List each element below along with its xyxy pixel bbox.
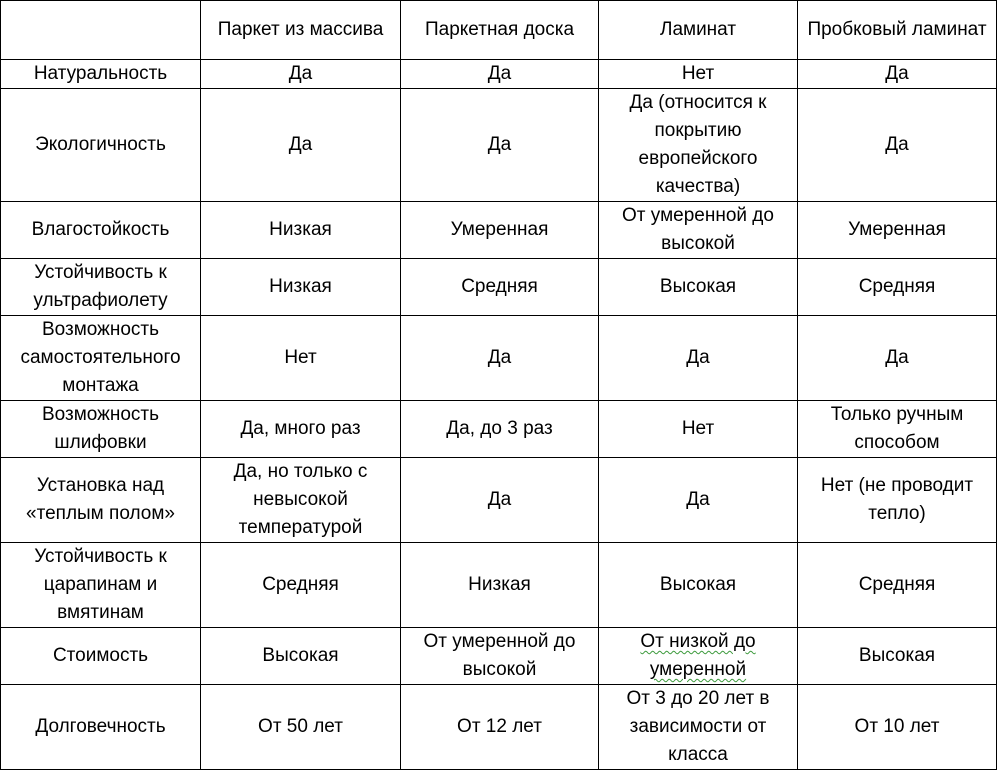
table-row bbox=[1, 543, 997, 628]
table-cell: Умеренная bbox=[401, 202, 599, 259]
table-cell: Да, но только с невысокой температурой bbox=[201, 458, 401, 543]
table-row bbox=[1, 316, 997, 401]
row-label: Установка над «теплым полом» bbox=[1, 458, 201, 543]
table-cell: Средняя bbox=[401, 259, 599, 316]
row-label: Устойчивость к царапинам и вмятинам bbox=[1, 543, 201, 628]
table-row bbox=[1, 89, 997, 202]
table-row bbox=[1, 259, 997, 316]
row-label: Стоимость bbox=[1, 628, 201, 685]
table-cell bbox=[599, 628, 798, 685]
table-cell: Да bbox=[401, 89, 599, 202]
table-row bbox=[1, 685, 997, 770]
table-row bbox=[1, 628, 997, 685]
header-cell-parquet-board: Паркетная доска bbox=[401, 1, 599, 60]
table-cell: Да bbox=[401, 60, 599, 89]
table-cell: Да bbox=[798, 60, 997, 89]
table-cell: Да bbox=[599, 316, 798, 401]
table-cell: Да bbox=[401, 458, 599, 543]
table-cell: Средняя bbox=[201, 543, 401, 628]
spellcheck-underlined-text: От низкой до умеренной bbox=[640, 631, 756, 680]
table-cell: Умеренная bbox=[798, 202, 997, 259]
row-label: Натуральность bbox=[1, 60, 201, 89]
table-cell: Да bbox=[798, 89, 997, 202]
table-cell: Только ручным способом bbox=[798, 401, 997, 458]
header-row bbox=[1, 1, 997, 60]
row-label: Возможность самостоятельного монтажа bbox=[1, 316, 201, 401]
table-cell: Средняя bbox=[798, 259, 997, 316]
row-label: Устойчивость к ультрафиолету bbox=[1, 259, 201, 316]
table-cell: От умеренной до высокой bbox=[401, 628, 599, 685]
table-cell: Высокая bbox=[599, 259, 798, 316]
table-cell: От 10 лет bbox=[798, 685, 997, 770]
table-cell: Да (относится к покрытию европейского качества) bbox=[599, 89, 798, 202]
table-cell: От 3 до 20 лет в зависимости от класса bbox=[599, 685, 798, 770]
table-cell: Да bbox=[201, 60, 401, 89]
table-cell: Нет (не проводит тепло) bbox=[798, 458, 997, 543]
table-row bbox=[1, 458, 997, 543]
table-cell: Нет bbox=[599, 401, 798, 458]
table-cell: Высокая bbox=[798, 628, 997, 685]
table-cell: Высокая bbox=[599, 543, 798, 628]
table-cell: Да, до 3 раз bbox=[401, 401, 599, 458]
row-label: Долговечность bbox=[1, 685, 201, 770]
table-cell: От умеренной до высокой bbox=[599, 202, 798, 259]
table-cell: Средняя bbox=[798, 543, 997, 628]
header-cell-laminate: Ламинат bbox=[599, 1, 798, 60]
table-cell: Да bbox=[599, 458, 798, 543]
header-cell-solid-parquet: Паркет из массива bbox=[201, 1, 401, 60]
table-cell: Да bbox=[401, 316, 599, 401]
header-cell-empty bbox=[1, 1, 201, 60]
table-cell: Да bbox=[798, 316, 997, 401]
table-cell: От 12 лет bbox=[401, 685, 599, 770]
table-cell: Нет bbox=[201, 316, 401, 401]
table-cell: Низкая bbox=[201, 259, 401, 316]
row-label: Экологичность bbox=[1, 89, 201, 202]
table-row bbox=[1, 401, 997, 458]
row-label: Влагостойкость bbox=[1, 202, 201, 259]
header-cell-cork-laminate: Пробковый ламинат bbox=[798, 1, 997, 60]
table-cell: Высокая bbox=[201, 628, 401, 685]
row-label: Возможность шлифовки bbox=[1, 401, 201, 458]
table-cell: Да bbox=[201, 89, 401, 202]
table-cell: От 50 лет bbox=[201, 685, 401, 770]
table-cell: Низкая bbox=[401, 543, 599, 628]
table-cell: Да, много раз bbox=[201, 401, 401, 458]
table-row bbox=[1, 60, 997, 89]
table-cell: Низкая bbox=[201, 202, 401, 259]
table-cell: Нет bbox=[599, 60, 798, 89]
table-row bbox=[1, 202, 997, 259]
